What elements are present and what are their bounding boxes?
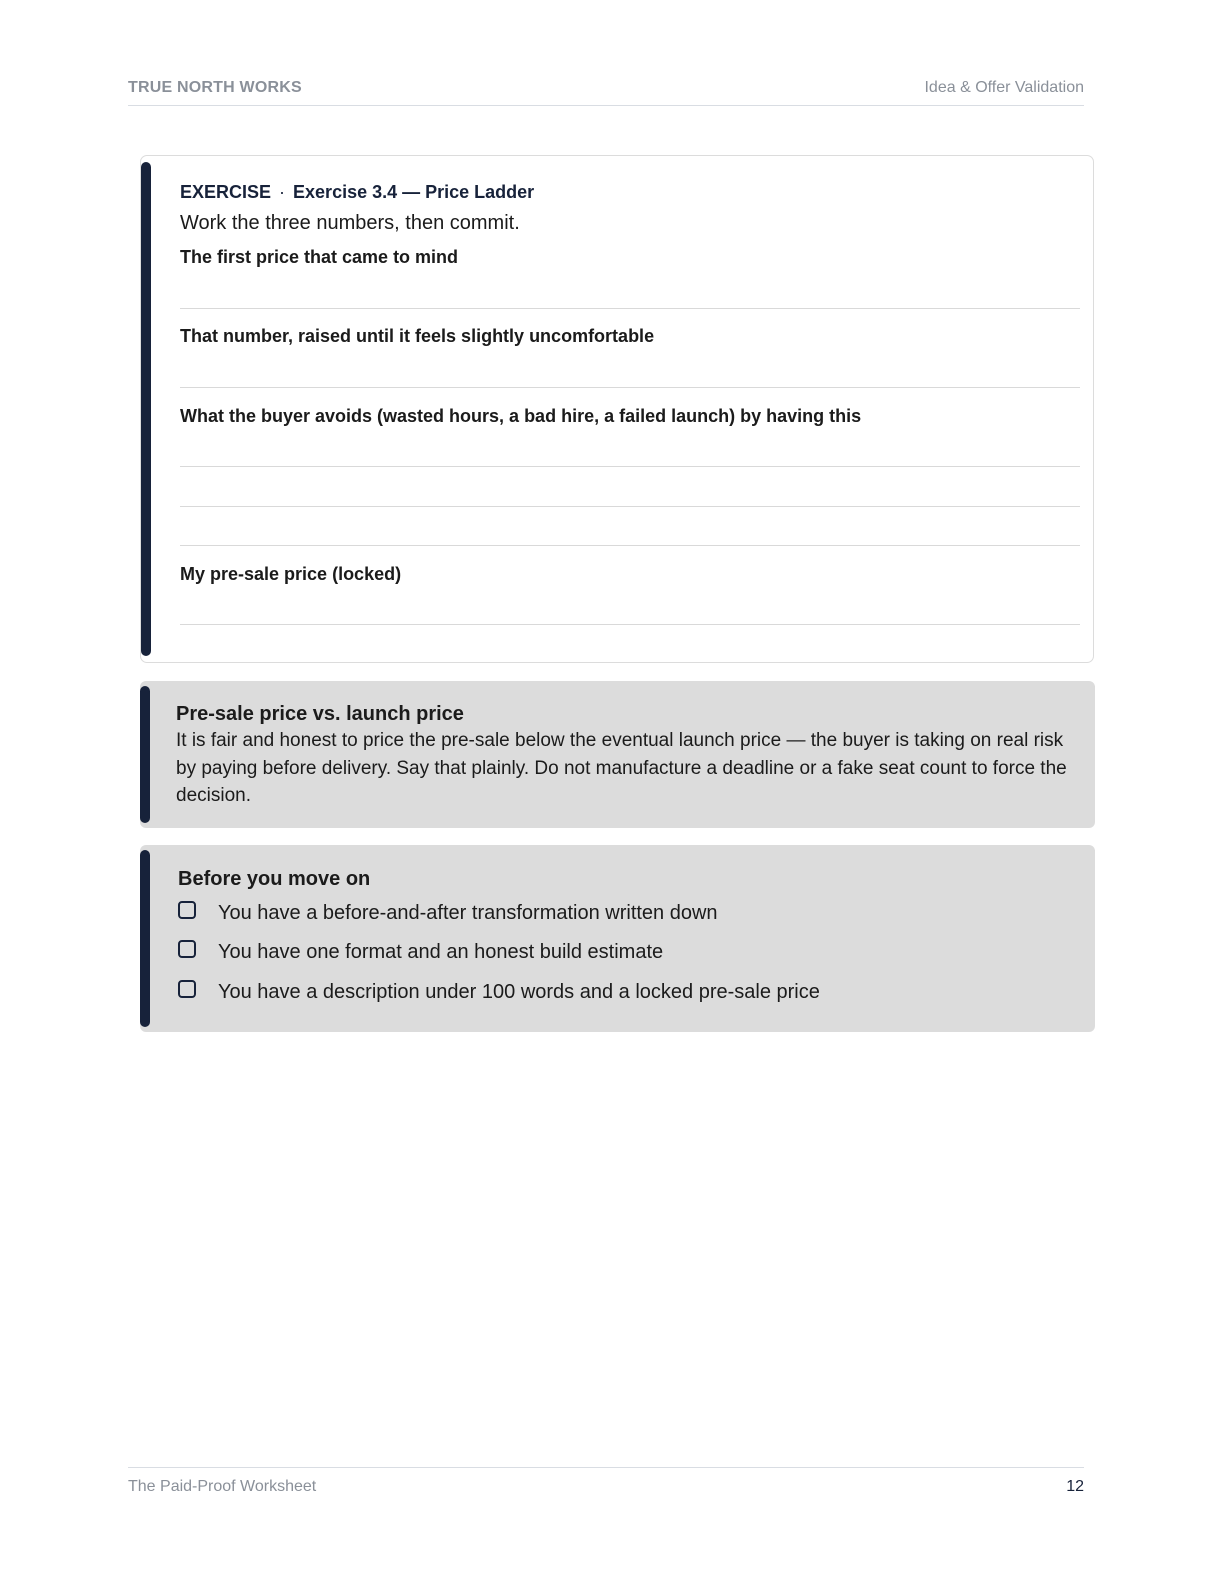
checklist-item-label: You have a description under 100 words and a locked pre-sale price: [218, 981, 820, 1003]
answer-line-buyer-avoids-2[interactable]: [180, 506, 1080, 507]
exercise-title: Exercise 3.4 — Price Ladder: [293, 182, 535, 202]
page-header: [128, 77, 1084, 106]
prompt-presale-price: My pre-sale price (locked): [180, 564, 402, 584]
checkbox[interactable]: [178, 980, 196, 998]
prompt-buyer-avoids: What the buyer avoids (wasted hours, a bad hire, a failed launch) by having this: [180, 406, 862, 426]
exercise-card: [140, 155, 1094, 663]
note-title: Pre-sale price vs. launch price: [176, 703, 464, 725]
footer-title: The Paid-Proof Worksheet: [128, 1478, 317, 1495]
note-callout: [140, 681, 1095, 828]
answer-line-buyer-avoids-1[interactable]: [180, 466, 1080, 467]
exercise-intro: Work the three numbers, then commit.: [180, 212, 520, 234]
checkbox[interactable]: [178, 940, 196, 958]
exercise-heading: [180, 182, 534, 203]
section-title: Idea & Offer Validation: [924, 79, 1084, 96]
answer-line-presale-price[interactable]: [180, 624, 1080, 625]
checklist-title: Before you move on: [178, 868, 371, 890]
checklist-item-label: You have a before-and-after transformation written down: [218, 902, 718, 924]
answer-line-raised-price[interactable]: [180, 387, 1080, 388]
note-body: It is fair and honest to price the pre-sale below the eventual launch price — the buyer is taking on real risk by paying before delivery. Say that plainly. Do not manufacture a deadline or a fake seat count to force the decision.: [176, 730, 1067, 806]
page-footer: [128, 1467, 1084, 1498]
page-number: 12: [1066, 1478, 1084, 1495]
note-accent-bar: [140, 686, 150, 823]
checklist-item-label: You have one format and an honest build estimate: [218, 941, 664, 963]
brand-name: TRUE NORTH WORKS: [128, 79, 302, 96]
exercise-separator: ·: [279, 182, 286, 202]
prompt-raised-price: That number, raised until it feels slightly uncomfortable: [180, 326, 655, 346]
answer-line-buyer-avoids-3[interactable]: [180, 545, 1080, 546]
checklist-callout: [140, 845, 1095, 1032]
exercise-accent-bar: [141, 162, 151, 656]
prompt-first-price: The first price that came to mind: [180, 247, 459, 267]
answer-line-first-price[interactable]: [180, 308, 1080, 309]
checkbox[interactable]: [178, 901, 196, 919]
exercise-label: EXERCISE: [180, 182, 272, 202]
checklist-accent-bar: [140, 850, 150, 1027]
